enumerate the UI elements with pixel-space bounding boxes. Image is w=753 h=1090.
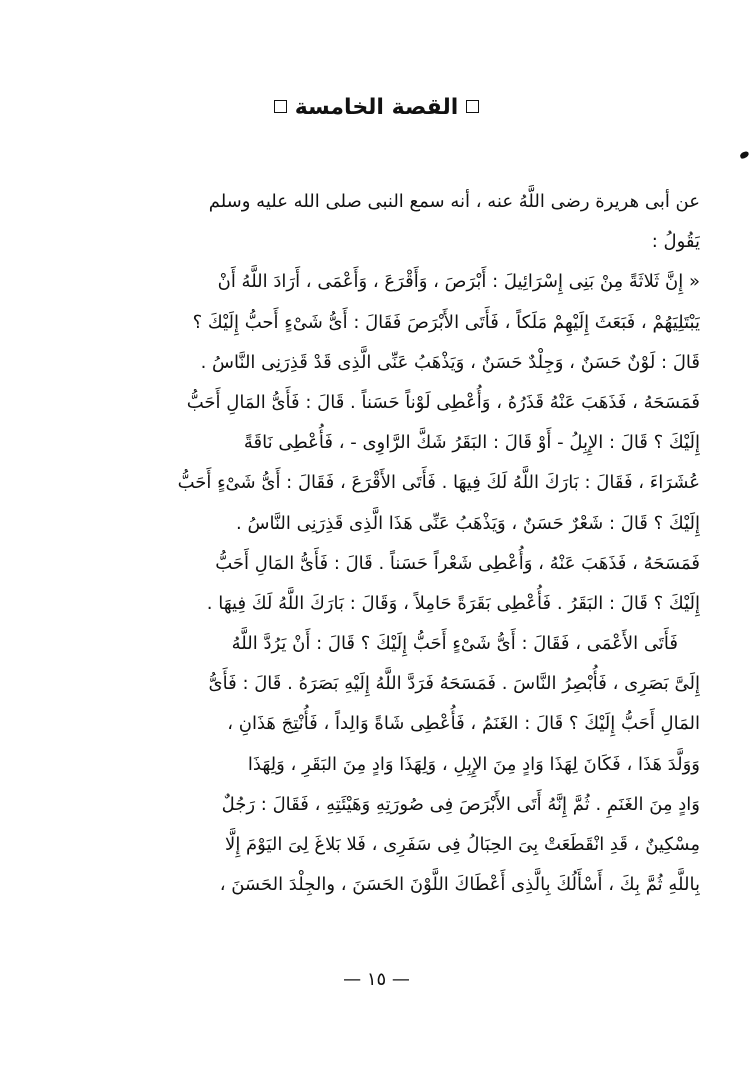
body-line: يَبْتَلِيَهُمْ ، فَبَعَثَ إِلَيْهِمْ مَلَكاً ، فَأَتَى الأَبْرَصَ فَقَالَ : أَىُّ شَىْءٍ أَحبُّ إِلَيْكَ ؟ <box>192 311 700 333</box>
story-body <box>108 182 700 905</box>
ink-speck <box>739 151 750 160</box>
body-line: قَالَ : لَوْنٌ حَسَنٌ ، وَجِلْدٌ حَسَنٌ ، وَيَذْهَبُ عَنِّى الَّذِى قَدْ قَذِرَنِى النَّاسُ . <box>200 351 700 373</box>
body-line: فَأَتَى الأَعْمَى ، فَقَالَ : أَىُّ شَىْءٍ أَحَبُّ إِلَيْكَ ؟ قَالَ : أَنْ يَرُدَّ اللَّهُ <box>231 633 678 655</box>
body-line: إِلَىَّ بَصَرِى ، فَأُبْصِرُ النَّاسَ . فَمَسَحَهُ فَرَدَّ اللَّهُ إِلَيْهِ بَصَرَهُ . قَالَ : فَأَىُّ <box>208 673 700 695</box>
body-line: إِلَيْكَ ؟ قَالَ : الإِبِلُ - أَوْ قَالَ : البَقَرُ شَكَّ الرَّاوِى - ، فَأُعْطِى نَاقَةً <box>243 432 700 454</box>
page-number: — ١٥ — <box>343 969 410 990</box>
body-line: فَمَسَحَهُ ، فَذَهَبَ عَنْهُ ، وَأُعْطِى شَعْراً حَسَناً . قَالَ : فَأَىُّ المَالِ أَحَبُّ <box>215 552 700 574</box>
body-line: إِلَيْكَ ؟ قَالَ : شَعْرٌ حَسَنٌ ، وَيَذْهَبُ عَنِّى هَذَا الَّذِى قَذِرَنِى النَّاسُ . <box>236 512 700 534</box>
body-line: فَمَسَحَهُ ، فَذَهَبَ عَنْهُ قَذَرُهُ ، وَأُعْطِى لَوْناً حَسَناً . قَالَ : فَأَىُّ المَالِ أَحَبُّ <box>186 391 700 413</box>
story-title <box>0 93 753 123</box>
body-line: « إِنَّ ثَلاثَةً مِنْ بَنِى إِسْرَائِيلَ : أَبْرَصَ ، وَأَقْرَعَ ، وَأَعْمَى ، أَرَادَ اللَّهُ أَنْ <box>217 271 700 293</box>
body-line: بِاللَّهِ ثُمَّ بِكَ ، أَسْأَلُكَ بِالَّذِى أَعْطَاكَ اللَّوْنَ الحَسَنَ ، والجِلْدَ الحَسَنَ ، <box>219 874 700 896</box>
body-line: عن أبى هريرة رضى اللَّهُ عنه ، أنه سمع النبى صلى الله عليه وسلم <box>208 191 700 212</box>
story-title-text: القصة الخامسة <box>294 95 459 120</box>
body-line: عُشَرَاءَ ، فَقَالَ : بَارَكَ اللَّهُ لَكَ فِيهَا . فَأَتَى الأَقْرَعَ ، فَقَالَ : أَىُّ شَىْءٍ أَحَبُّ <box>177 472 700 494</box>
body-line: يَقُولُ : <box>651 231 700 253</box>
body-line: وَادٍ مِنَ الغَنَمِ . ثُمَّ إِنَّهُ أَتَى الأَبْرَصَ فِى صُورَتِهِ وَهَيْئَتِهِ ، فَقَالَ : رَجُلٌ <box>221 793 700 815</box>
body-line: إِلَيْكَ ؟ قَالَ : البَقَرُ . فَأُعْطِى بَقَرَةً حَامِلاً ، وَقَالَ : بَارَكَ اللَّهُ لَكَ فِيهَا . <box>206 592 700 614</box>
body-line: وَوَلَّدَ هَذَا ، فَكَانَ لِهَذَا وَادٍ مِنَ الإِبِلِ ، وَلِهَذَا وَادٍ مِنَ البَقَرِ ، وَلِهَذَا <box>247 753 700 775</box>
body-line: مِسْكِينٌ ، قَدِ انْقَطَعَتْ بِىَ الحِبَالُ فِى سَفَرِى ، فَلا بَلاغَ لِىَ اليَوْمَ إِلَّا <box>225 834 700 855</box>
title-box-left-ornament <box>274 100 287 113</box>
body-line: المَالِ أَحَبُّ إِلَيْكَ ؟ قَالَ : الغَنَمُ ، فَأُعْطِى شَاةً وَالِداً ، فَأُنْتِجَ هَذَانِ ، <box>227 713 700 735</box>
title-box-right-ornament <box>466 100 479 113</box>
